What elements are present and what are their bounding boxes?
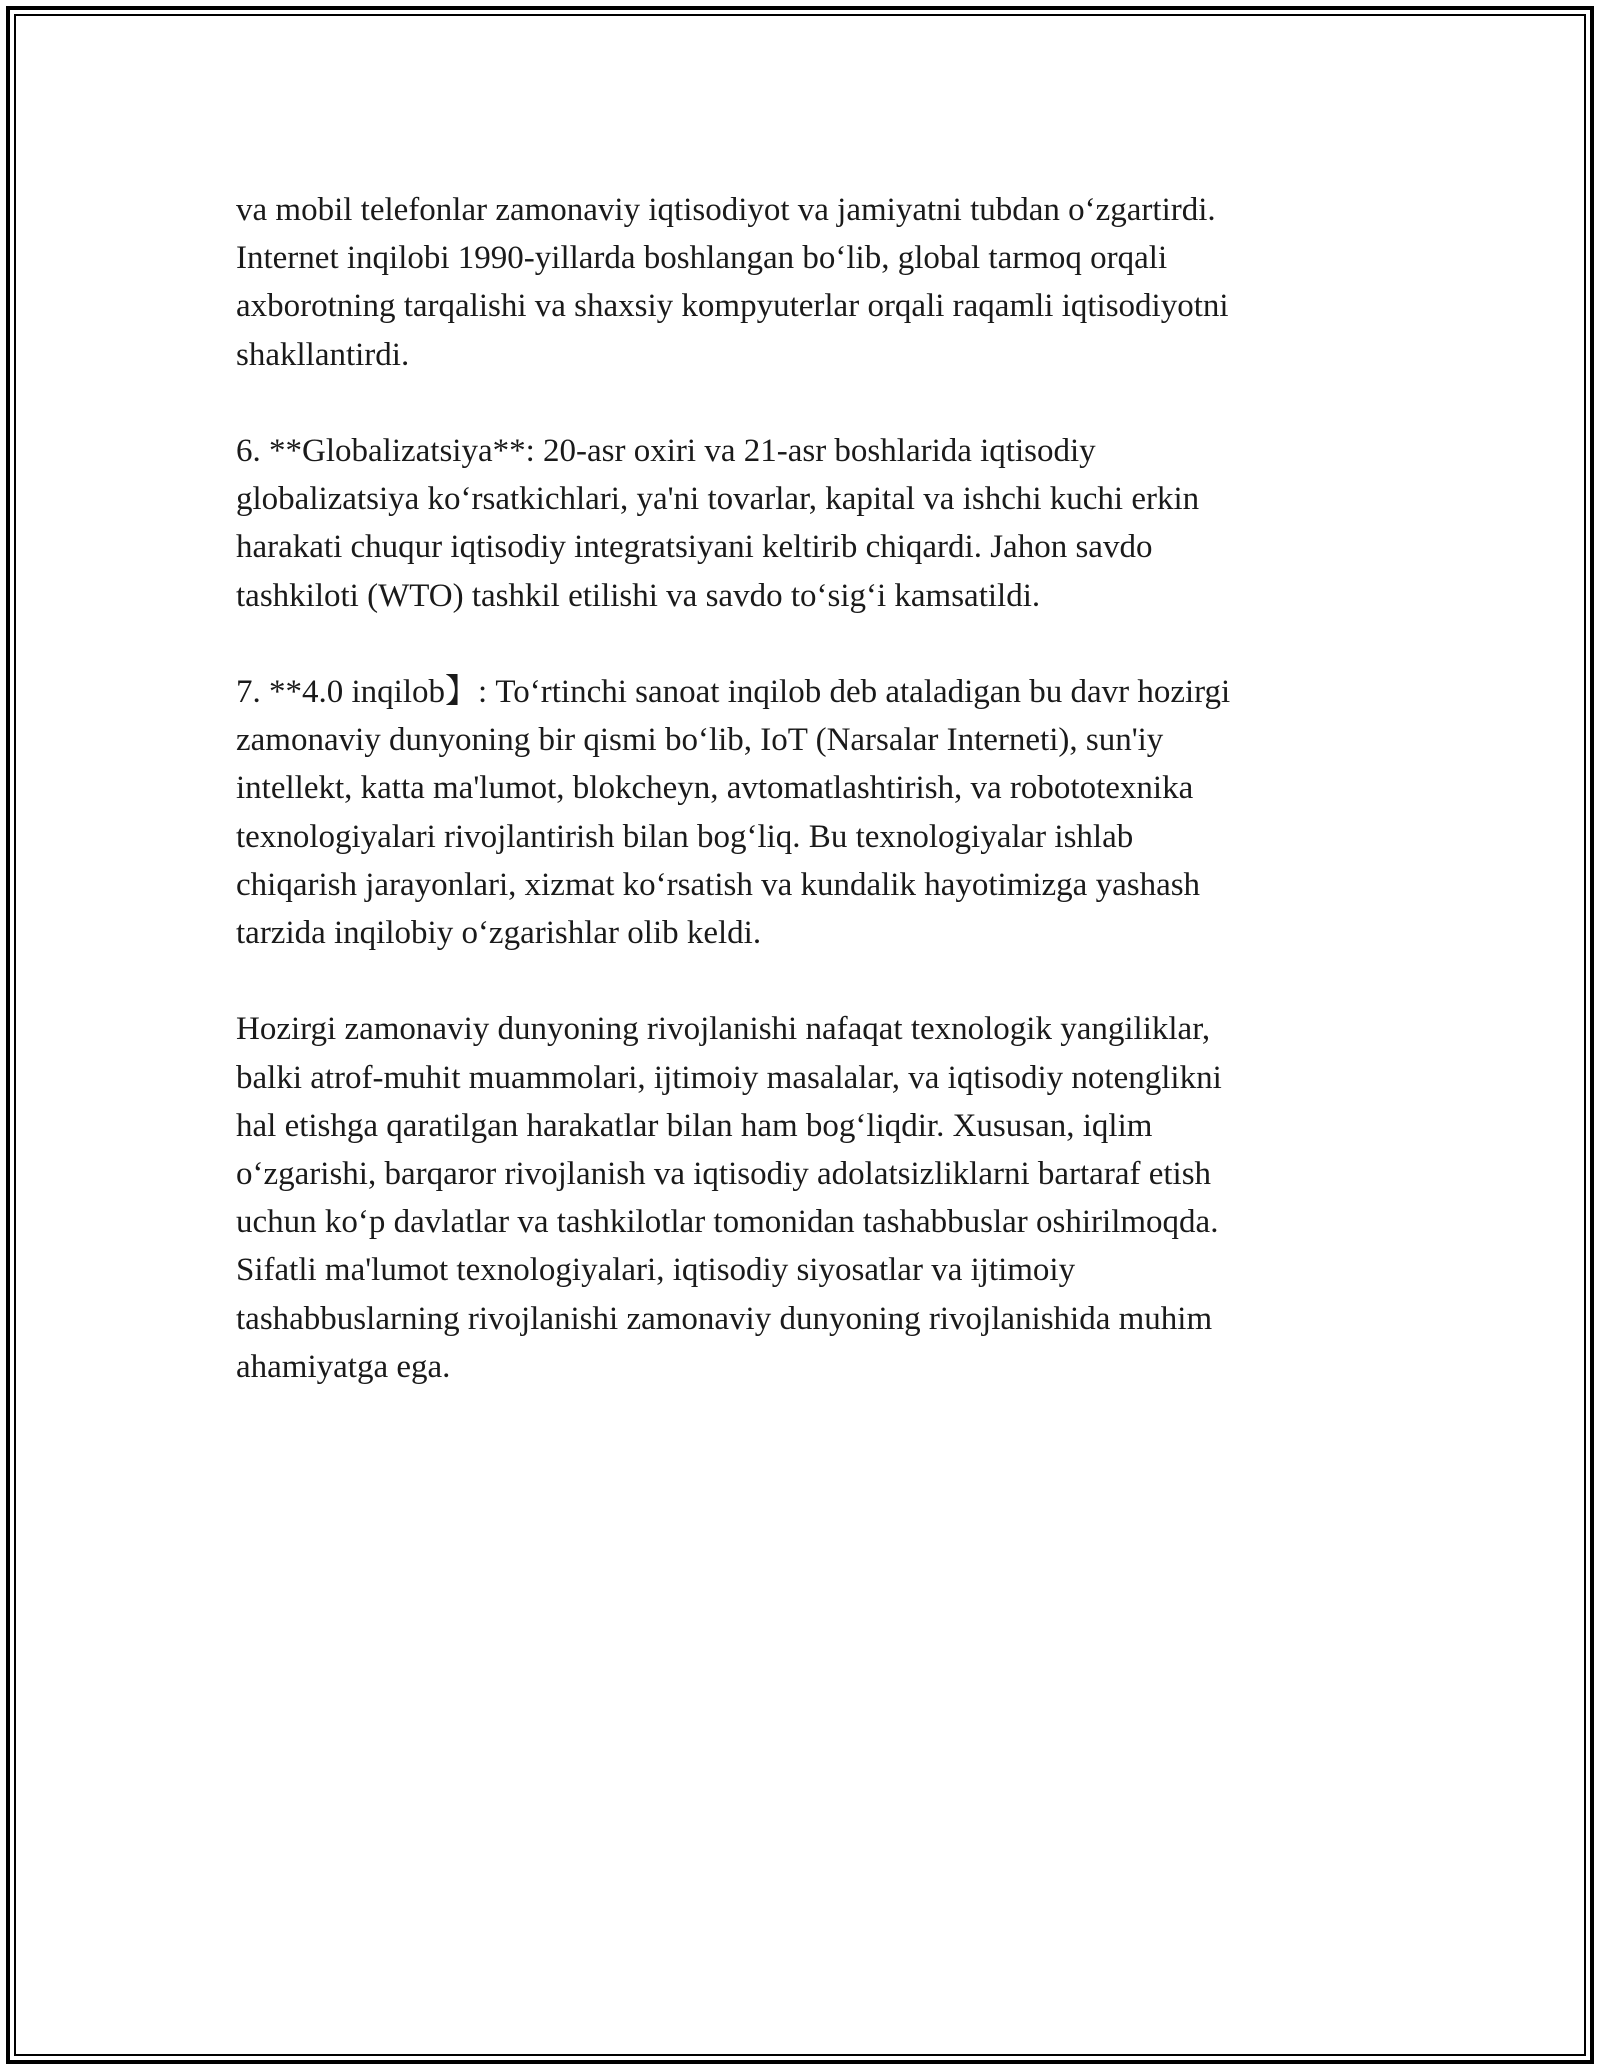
text-line: zamonaviy dunyoning bir qismi bo‘lib, IoT (Narsalar Interneti), sun'iy	[236, 722, 1164, 759]
document-body	[236, 186, 1356, 1439]
paragraph-industry-4	[236, 668, 1356, 957]
text-line: texnologiyalari rivojlantirish bilan bog‘liq. Bu texnologiyalar ishlab	[236, 818, 1134, 855]
text-line: chiqarish jarayonlari, xizmat ko‘rsatish va kundalik hayotimizga yashash	[236, 866, 1201, 903]
text-line: o‘zgarishi, barqaror rivojlanish va iqtisodiy adolatsizliklarni bartaraf etish	[236, 1156, 1212, 1193]
text-line: ahamiyatga ega.	[236, 1348, 451, 1385]
paragraph-conclusion	[236, 1005, 1356, 1391]
paragraph-globalization	[236, 427, 1356, 620]
paragraph-internet-revolution	[236, 186, 1356, 379]
text-line: harakati chuqur iqtisodiy integratsiyani keltirib chiqardi. Jahon savdo	[236, 529, 1153, 566]
text-line: uchun ko‘p davlatlar va tashkilotlar tomonidan tashabbuslar oshirilmoqda.	[236, 1204, 1219, 1241]
text-line: va mobil telefonlar zamonaviy iqtisodiyot va jamiyatni tubdan o‘zgartirdi.	[236, 192, 1216, 228]
text-line: tarzida inqilobiy o‘zgarishlar olib keldi.	[236, 915, 762, 952]
text-line: intellekt, katta ma'lumot, blokcheyn, avtomatlashtirish, va robototexnika	[236, 770, 1194, 807]
text-line: tashabbuslarning rivojlanishi zamonaviy dunyoning rivojlanishida muhim	[236, 1300, 1213, 1337]
text-line: hal etishga qaratilgan harakatlar bilan ham bog‘liqdir. Xususan, iqlim	[236, 1107, 1153, 1144]
text-line: Internet inqilobi 1990-yillarda boshlangan bo‘lib, global tarmoq orqali	[236, 240, 1168, 277]
text-line: 7. **4.0 inqilob】: To‘rtinchi sanoat inqilob deb ataladigan bu davr hozirgi	[236, 674, 1231, 710]
text-line: globalizatsiya ko‘rsatkichlari, ya'ni tovarlar, kapital va ishchi kuchi erkin	[236, 481, 1200, 518]
text-line: axborotning tarqalishi va shaxsiy kompyuterlar orqali raqamli iqtisodiyotni	[236, 288, 1229, 325]
text-line: balki atrof-muhit muammolari, ijtimoiy masalalar, va iqtisodiy notenglikni	[236, 1059, 1222, 1096]
text-line: Sifatli ma'lumot texnologiyalari, iqtisodiy siyosatlar va ijtimoiy	[236, 1252, 1076, 1289]
text-line: tashkiloti (WTO) tashkil etilishi va savdo to‘sig‘i kamsatildi.	[236, 577, 1041, 614]
text-line: 6. **Globalizatsiya**: 20-asr oxiri va 21-asr boshlarida iqtisodiy	[236, 433, 1096, 469]
text-line: Hozirgi zamonaviy dunyoning rivojlanishi nafaqat texnologik yangiliklar,	[236, 1011, 1211, 1048]
text-line: shakllantirdi.	[236, 336, 410, 373]
